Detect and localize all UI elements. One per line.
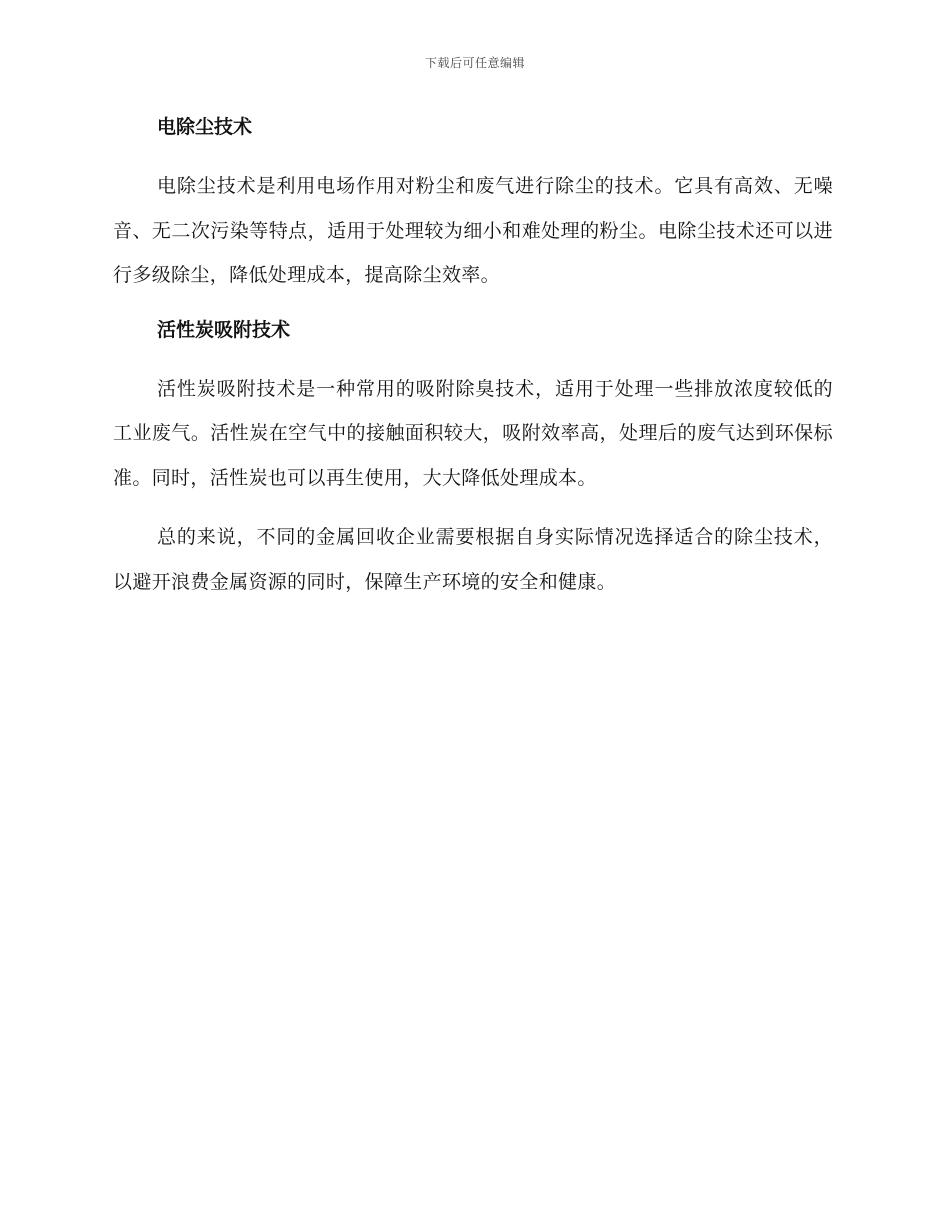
page-header: 下载后可任意编辑 [424, 56, 525, 70]
document-body [113, 110, 833, 619]
section-heading-activated-carbon: 活性炭吸附技术 [157, 318, 291, 341]
paragraph-activated-carbon: 活性炭吸附技术是一种常用的吸附除臭技术，适用于处理一些排放浓度较低的工业废气。活性炭在空气中的接触面积较大，吸附效率高，处理后的废气达到环保标准。同时，活性炭也可以再生使用，大大降低处理成本。 [113, 377, 833, 489]
paragraph-conclusion: 总的来说，不同的金属回收企业需要根据自身实际情况选择适合的除尘技术，以避开浪费金属资源的同时，保障生产环境的安全和健康。 [113, 526, 833, 593]
section-heading-electrostatic: 电除尘技术 [157, 116, 253, 138]
paragraph-electrostatic: 电除尘技术是利用电场作用对粉尘和废气进行除尘的技术。它具有高效、无噪音、无二次污染等特点，适用于处理较为细小和难处理的粉尘。电除尘技术还可以进行多级除尘，降低处理成本，提高除尘效率。 [113, 175, 833, 286]
